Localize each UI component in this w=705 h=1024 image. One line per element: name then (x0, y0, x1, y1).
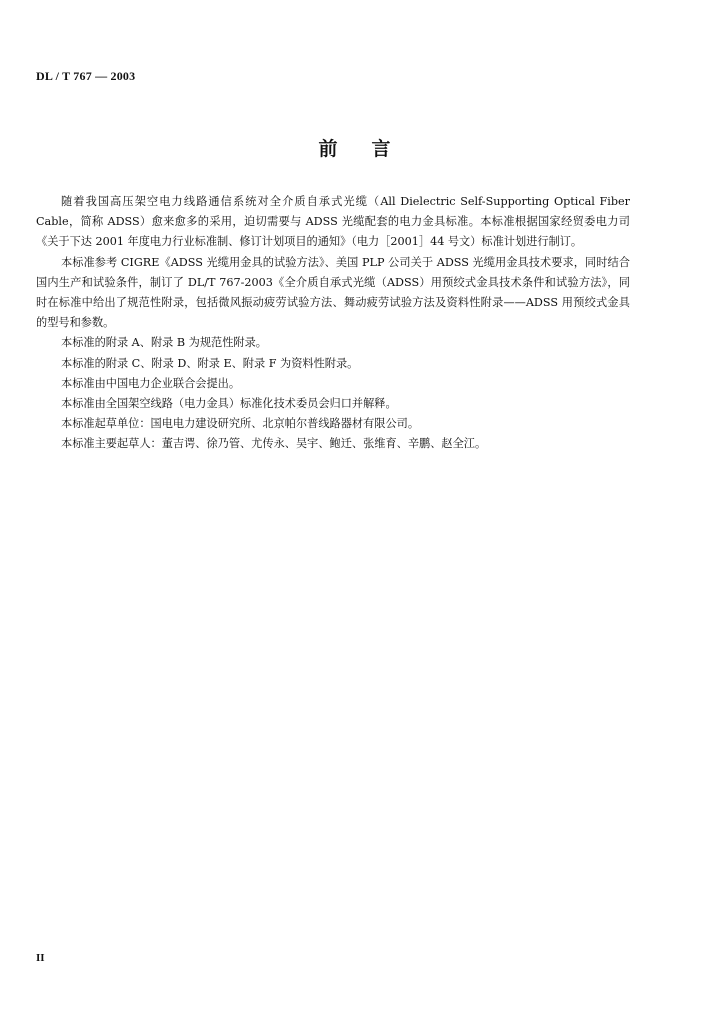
paragraph-normative-annexes: 本标准的附录 A、附录 B 为规范性附录。 (61, 336, 267, 350)
paragraph-informative-annexes: 本标准的附录 C、附录 D、附录 E、附录 F 为资料性附录。 (61, 356, 359, 370)
paragraph-references: 本标准参考 CIGRE《ADSS 光缆用金具的试验方法》、美国 PLP 公司关于 ADSS 光缆用金具技术要求，同时结合国内生产和试验条件，制订了 DL/T 767-2003《全介质自承式光缆（ADSS）用预绞式金具技术条件和试验方法》，同时在标准中给出了规范性附录，包括微风振动疲劳试验方法、舞动疲劳试验方法及资料性附录——ADSS 用预绞式金具的型号和参数。 (36, 255, 630, 330)
standard-code-header: DL / T 767 — 2003 (36, 69, 136, 83)
page-title: 前言 (318, 138, 425, 160)
paragraph-drafters: 本标准主要起草人：董吉谔、徐乃管、尤传永、吴宇、鲍迁、张维育、辛鹏、赵全江。 (61, 437, 487, 451)
page-number: II (36, 952, 45, 964)
foreword-body (36, 192, 630, 455)
paragraph-interpreted-by: 本标准由全国架空线路（电力金具）标准化技术委员会归口并解释。 (61, 397, 397, 411)
paragraph-proposed-by: 本标准由中国电力企业联合会提出。 (61, 376, 241, 390)
paragraph-drafting-units: 本标准起草单位：国电电力建设研究所、北京帕尔普线路器材有限公司。 (61, 417, 420, 431)
paragraph-background: 随着我国高压架空电力线路通信系统对全介质自承式光缆（All Dielectric Self-Supporting Optical Fiber Cable，简称 ADSS）愈来愈多的采用，迫切需要与 ADSS 光缆配套的电力金具标准。本标准根据国家经贸委电力司《关于下达 2001 年度电力行业标准制、修订计划项目的通知》（电力［2001］44 号文）标准计划进行制订。 (36, 195, 630, 249)
